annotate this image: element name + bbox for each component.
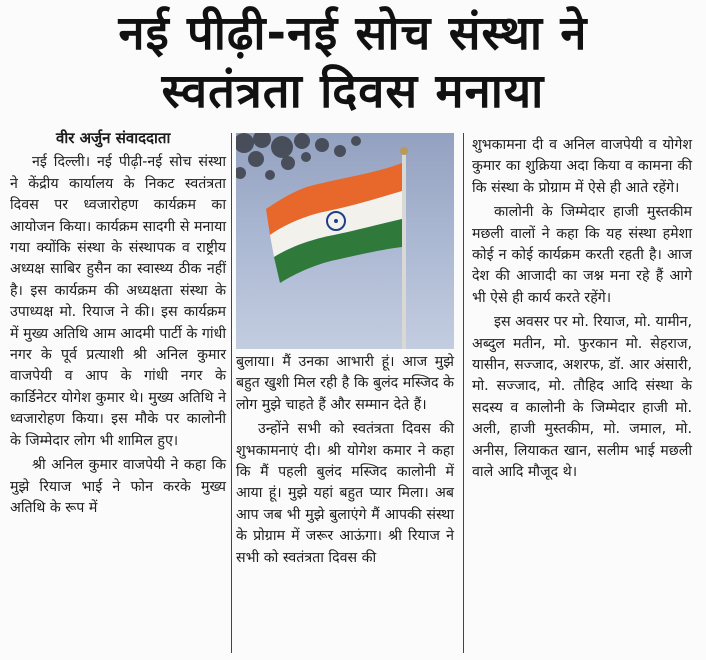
flag-photo — [236, 133, 454, 349]
paragraph: कालोनी के जिम्मेदार हाजी मुस्तकीम मछली वालों ने कहा कि यह संस्था हमेशा कोई न कोई कार्यक्रम करती रहती है। आज देश की आजादी का जश्न मना रहे हैं आगे भी ऐसे ही कार्य करते रहेंगे। — [472, 204, 692, 306]
article-column-3 — [472, 135, 692, 484]
paragraph: नई दिल्ली। नई पीढ़ी-नई सोच संस्था ने केंद्रीय कार्यालय के निकट स्वतंत्रता दिवस पर ध्वजारोहण कार्यक्रम का आयोजन किया। कार्यक्रम सादगी से मनाया गया क्योंकि संस्था के संस्थापक व राष्ट्रीय अध्यक्ष साबिर हुसैन का स्वास्थ्य ठीक नहीं है। इस कार्यक्रम की अध्यक्षता संस्था के उपाध्यक्ष मो. रियाज ने की। इस कार्यक्रम में मुख्य अतिथि आम आदमी पार्टी के गांधी नगर के पूर्व प्रत्याशी श्री अनिल कुमार वाजपेयी व आप के गांधी नगर के कार्डिनेटर योगेश कुमार थे। मुख्य अतिथि ने ध्वजारोहण किया। इस मौके पर कालोनी के जिम्मेदार लोग भी शामिल हुए। — [10, 154, 226, 449]
headline-line-1: नई पीढ़ी-नई सोच संस्था ने — [118, 6, 588, 61]
byline: वीर अर्जुन संवाददाता — [56, 129, 171, 147]
paragraph: उन्होंने सभी को स्वतंत्रता दिवस की शुभकामनाएं दी। श्री योगेश कमार ने कहा कि मैं पहली बुलंद मस्जिद कालोनी में आया हूं। मुझे यहां बहुत प्यार मिला। अब आप जब भी मुझे बुलाएंगे मैं आपकी संस्था के प्रोग्राम में जरूर आऊंगा। श्री रियाज ने सभी को स्वतंत्रता दिवस की — [236, 421, 454, 566]
paragraph: श्री अनिल कुमार वाजपेयी ने कहा कि मुझे रियाज भाई ने फोन करके मुख्य अतिथि के रूप में — [10, 457, 226, 516]
paragraph: इस अवसर पर मो. रियाज, मो. यामीन, अब्दुल मतीन, मो. फुरकान मो. सेहराज, यासीन, सज्जाद, अशरफ, डॉ. आर अंसारी, मो. सज्जाद, मो. तौहिद आदि संस्था के सदस्य व कालोनी के जिम्मेदार हाजी मो. अली, हाजी मुस्तकीम, मो. जमाल, मो. अनीस, लियाकत खान, सलीम भाई मछली वाले आदि मौजूद थे। — [472, 314, 692, 481]
indian-flag-image — [236, 133, 454, 349]
headline-line-2: स्वतंत्रता दिवस मनाया — [161, 64, 545, 119]
article-column-1 — [10, 128, 226, 519]
flag-pole — [402, 151, 406, 349]
paragraph: शुभकामना दी व अनिल वाजपेयी व योगेश कुमार का शुक्रिया अदा किया व कामना की कि संस्था के प्रोग्राम में ऐसे ही आते रहेंगे। — [472, 137, 692, 196]
article-column-2 — [236, 352, 454, 569]
column-divider-left — [231, 133, 232, 653]
column-divider-right — [463, 133, 464, 653]
paragraph: बुलाया। मैं उनका आभारी हूं। आज मुझे बहुत खुशी मिल रही है कि बुलंद मस्जिद के लोग मुझे चाहते हैं और सम्मान देते हैं। — [236, 354, 454, 413]
